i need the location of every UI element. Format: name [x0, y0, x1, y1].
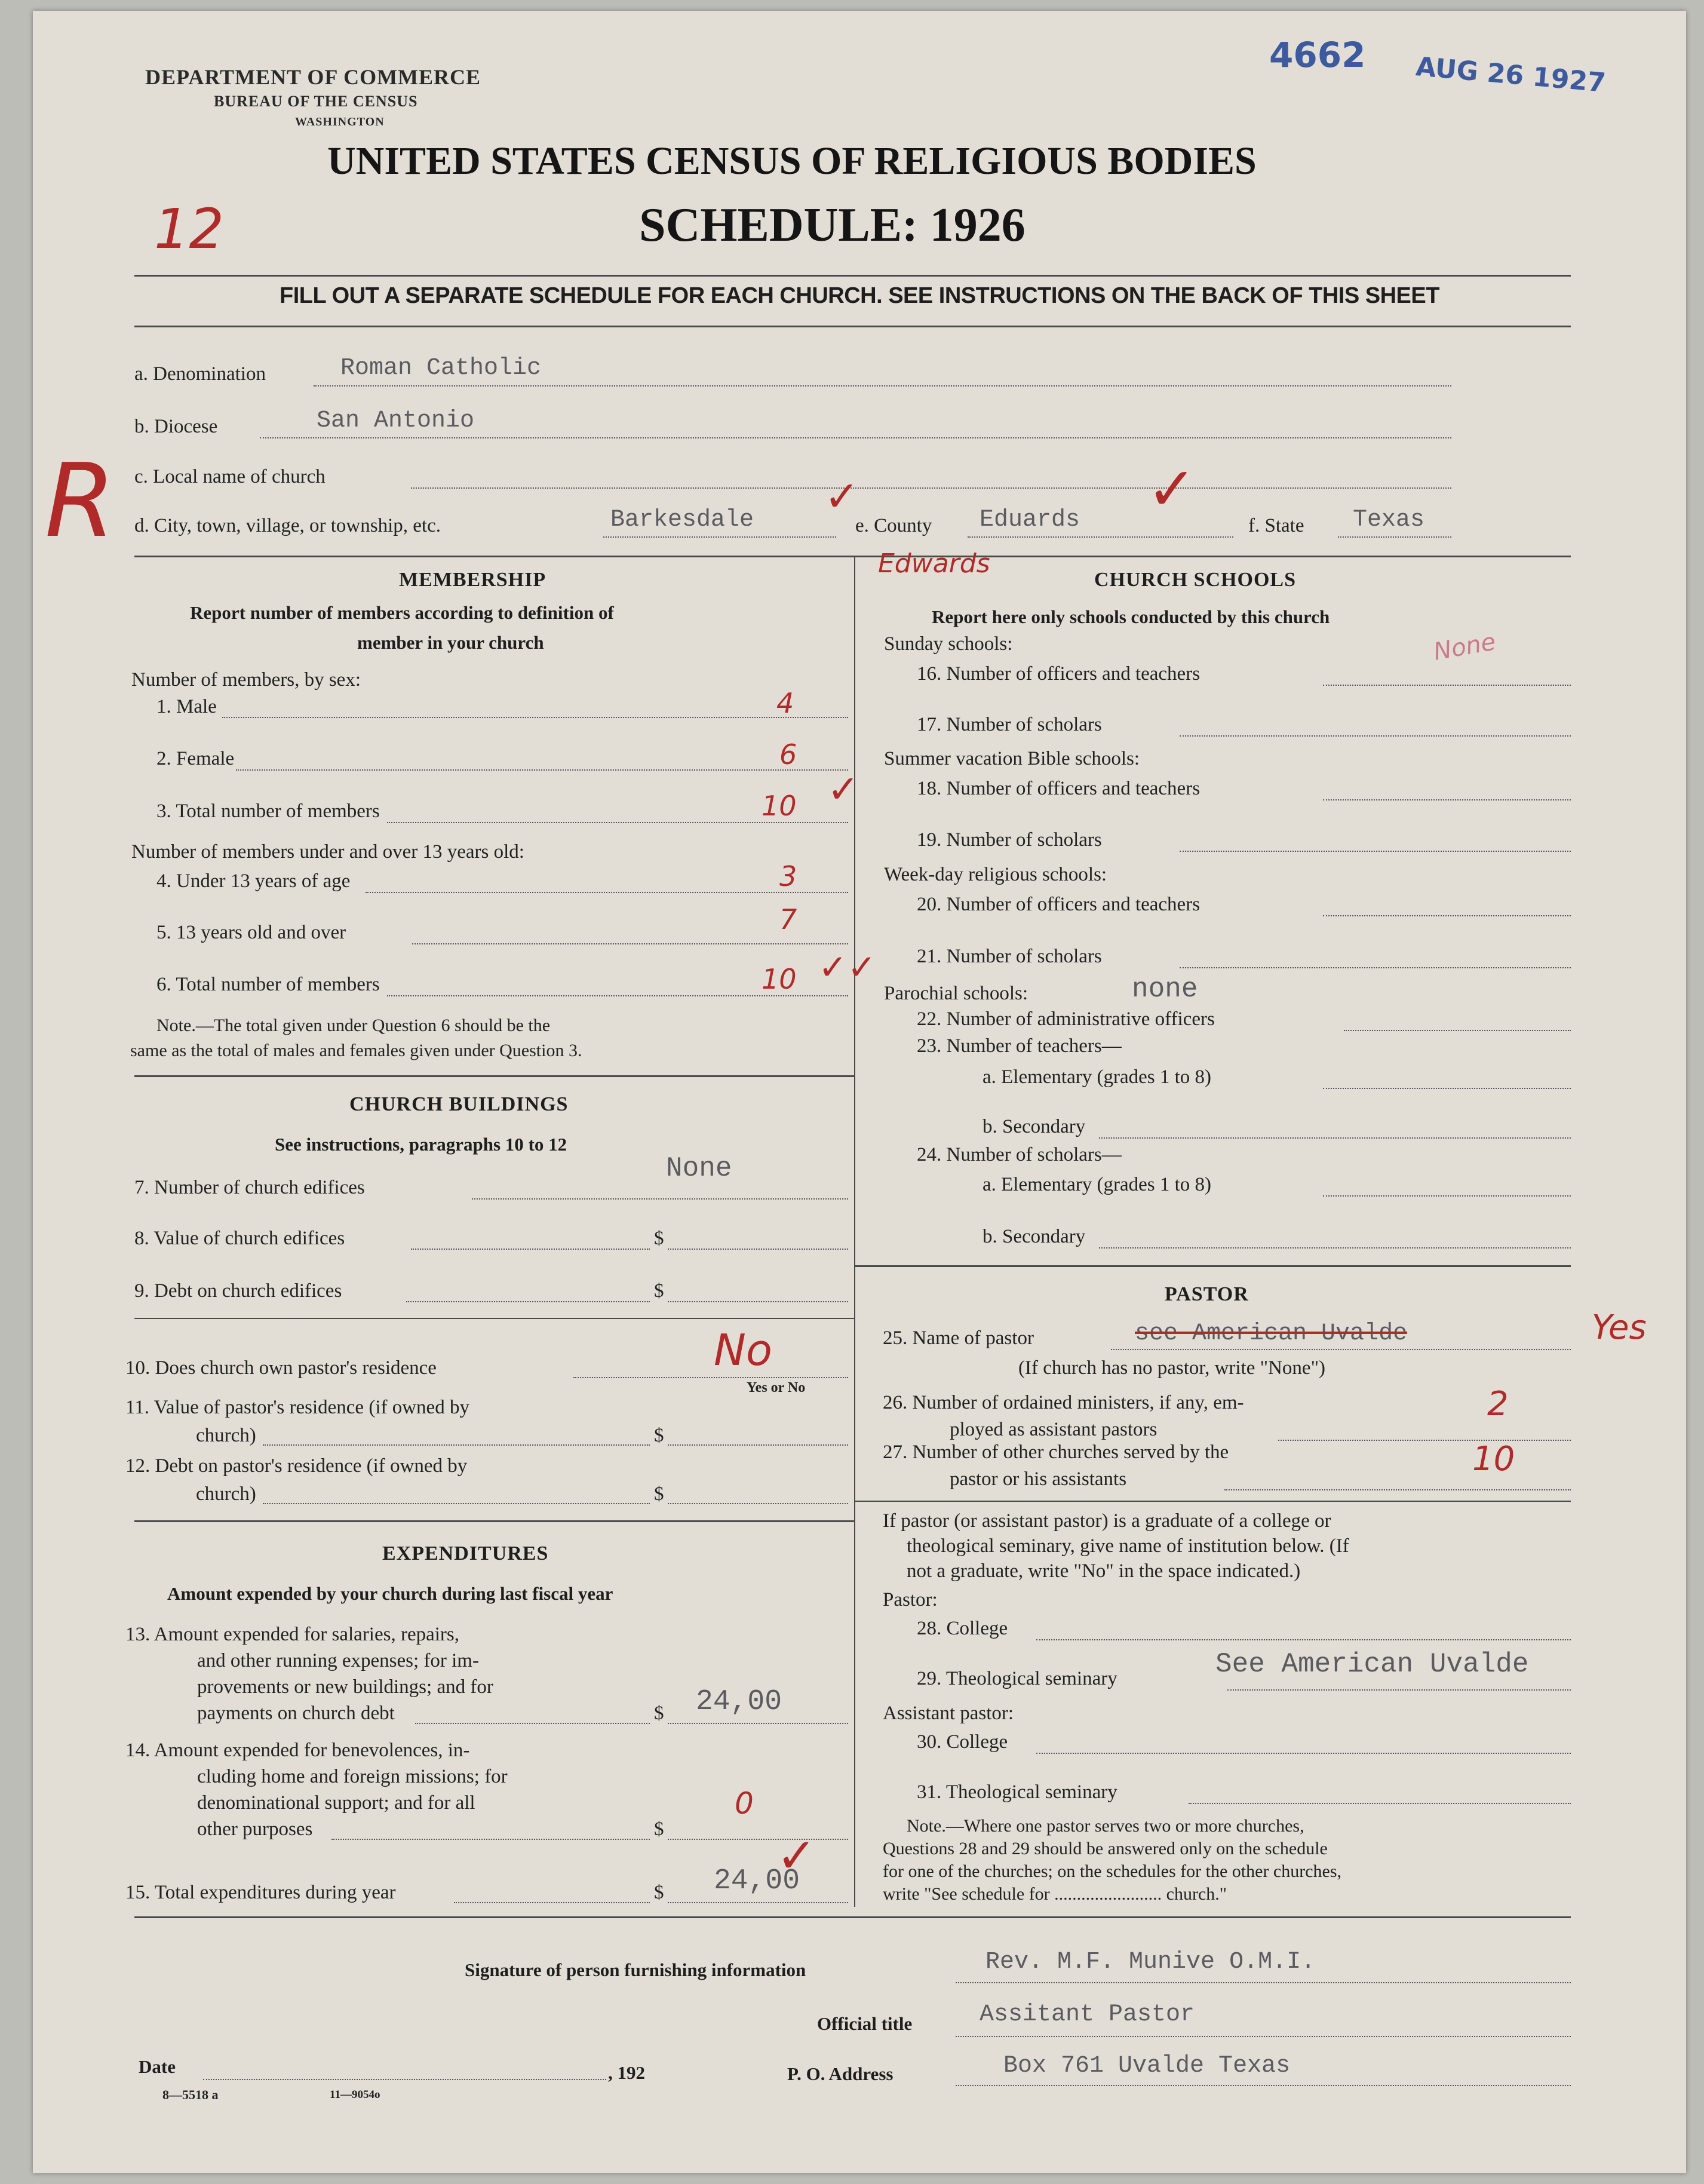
graduate-instruction-2: theological seminary, give name of institution below. (If	[907, 1535, 1349, 1557]
county-value[interactable]: Eduards	[980, 507, 1080, 533]
q25-hint: (If church has no pastor, write "None")	[1018, 1357, 1326, 1379]
q26-value[interactable]: 2	[1487, 1385, 1509, 1424]
q23a-field[interactable]	[1323, 1088, 1571, 1089]
q20-label: 20. Number of officers and teachers	[917, 894, 1201, 915]
q24b-field[interactable]	[1099, 1247, 1571, 1249]
q14-value[interactable]: 0	[735, 1786, 754, 1821]
checkmark-icon: ✓	[776, 1828, 817, 1884]
q29-line	[1227, 1689, 1571, 1691]
q25-handwritten-mark: Yes	[1592, 1308, 1647, 1347]
q2-line	[236, 769, 848, 771]
handwritten-letter: R	[45, 442, 116, 560]
q11-label-2: church)	[196, 1425, 256, 1446]
q30-field[interactable]	[1036, 1753, 1571, 1754]
signature-label: Signature of person furnishing information	[465, 1959, 806, 1980]
checkmark-icon: ✓	[827, 768, 859, 812]
city-line	[603, 536, 836, 538]
q27-value[interactable]: 10	[1472, 1440, 1515, 1479]
county-line	[968, 536, 1233, 538]
q18-field[interactable]	[1323, 799, 1571, 800]
q14-label-3: denominational support; and for all	[197, 1792, 475, 1814]
q1-line	[222, 717, 848, 718]
q16-label: 16. Number of officers and teachers	[917, 663, 1201, 685]
q15-field-line	[668, 1902, 848, 1903]
denomination-line	[314, 385, 1451, 387]
members-by-sex-label: Number of members, by sex:	[131, 669, 361, 691]
q13-line	[415, 1723, 650, 1724]
double-checkmark-icon: ✓✓	[818, 947, 877, 987]
q3-label: 3. Total number of members	[156, 800, 380, 822]
q10-hint: Yes or No	[747, 1380, 806, 1395]
q25-line	[1111, 1349, 1571, 1350]
membership-heading: MEMBERSHIP	[399, 569, 546, 591]
q23b-label: b. Secondary	[983, 1116, 1086, 1137]
q13-label: 13. Amount expended for salaries, repairs,	[125, 1624, 460, 1645]
q13-label-4: payments on church debt	[197, 1703, 395, 1724]
q4-label: 4. Under 13 years of age	[156, 870, 351, 892]
received-stamp-number: 4662	[1269, 35, 1366, 75]
schools-intro: Report here only schools conducted by this church	[932, 606, 1330, 627]
signature-value[interactable]: Rev. M.F. Munive O.M.I.	[985, 1949, 1316, 1976]
q19-field[interactable]	[1180, 851, 1571, 852]
q23b-field[interactable]	[1099, 1137, 1571, 1139]
checkmark-icon: ✓	[1147, 454, 1197, 524]
q25-label: 25. Name of pastor	[883, 1327, 1034, 1349]
q12-label-2: church)	[196, 1483, 256, 1505]
signature-line	[956, 1982, 1571, 1983]
parochial-schools-label: Parochial schools:	[884, 983, 1028, 1004]
q30-label: 30. College	[917, 1731, 1008, 1753]
q23-label: 23. Number of teachers—	[917, 1035, 1122, 1057]
q5-line	[412, 943, 848, 944]
graduate-instruction-3: not a graduate, write "No" in the space indicated.)	[907, 1560, 1301, 1582]
q13-dollar: $	[654, 1703, 664, 1724]
city-label: d. City, town, village, or township, etc.	[134, 515, 441, 536]
q26-label: 26. Number of ordained ministers, if any, em-	[883, 1392, 1244, 1413]
pastor-note-3: for one of the churches; on the schedules for the other churches,	[883, 1861, 1342, 1881]
q13-field-line	[668, 1723, 848, 1724]
q15-dollar: $	[654, 1882, 664, 1903]
q12-field[interactable]	[668, 1503, 848, 1504]
q12-label: 12. Debt on pastor's residence (if owned by	[125, 1455, 468, 1477]
q9-field[interactable]	[668, 1301, 848, 1302]
print-number: 11—9054o	[330, 2088, 380, 2101]
q21-field[interactable]	[1180, 967, 1571, 968]
membership-intro: Report number of members according to definition of	[190, 602, 614, 623]
local-name-line	[411, 487, 1451, 489]
buildings-heading: CHURCH BUILDINGS	[349, 1093, 569, 1115]
census-schedule-paper	[33, 11, 1686, 2173]
q8-line	[411, 1249, 650, 1250]
state-line	[1338, 536, 1451, 538]
q27-label-2: pastor or his assistants	[950, 1468, 1127, 1490]
q13-label-2: and other running expenses; for im-	[197, 1650, 479, 1671]
column-divider	[854, 557, 855, 1907]
q5-value[interactable]: 7	[779, 903, 797, 935]
q8-label: 8. Value of church edifices	[134, 1228, 345, 1249]
separate-schedule-instruction: FILL OUT A SEPARATE SCHEDULE FOR EACH CHURCH. SEE INSTRUCTIONS ON THE BACK OF THIS SHEET	[280, 283, 1439, 308]
po-address-label: P. O. Address	[787, 2063, 894, 2084]
bureau-name: BUREAU OF THE CENSUS	[214, 93, 418, 110]
date-field[interactable]	[203, 2079, 606, 2080]
state-value[interactable]: Texas	[1353, 507, 1425, 533]
q16-value[interactable]: None	[1431, 628, 1498, 666]
q15-line	[454, 1902, 650, 1903]
parochial-value[interactable]: none	[1132, 974, 1198, 1005]
po-address-line	[956, 2085, 1571, 2086]
bureau-city: WASHINGTON	[295, 115, 385, 128]
q26-line	[1278, 1440, 1571, 1441]
q27-label: 27. Number of other churches served by the	[883, 1441, 1229, 1463]
q24-label: 24. Number of scholars—	[917, 1144, 1122, 1165]
form-number: 8—5518 a	[162, 2087, 219, 2102]
q15-label: 15. Total expenditures during year	[125, 1882, 396, 1903]
q25-value[interactable]: see American Uvalde	[1135, 1320, 1408, 1347]
weekday-schools-label: Week-day religious schools:	[884, 864, 1107, 885]
q23a-label: a. Elementary (grades 1 to 8)	[983, 1066, 1212, 1088]
header-rule-top	[134, 275, 1571, 277]
official-title-value[interactable]: Assitant Pastor	[980, 2001, 1195, 2028]
schools-heading: CHURCH SCHOOLS	[1094, 569, 1296, 591]
q28-field[interactable]	[1036, 1639, 1571, 1640]
q17-field[interactable]	[1180, 735, 1571, 737]
diocese-value[interactable]: San Antonio	[317, 407, 475, 434]
expenditures-intro: Amount expended by your church during last fiscal year	[167, 1583, 613, 1604]
q11-label: 11. Value of pastor's residence (if owned by	[125, 1397, 469, 1418]
q2-label: 2. Female	[156, 748, 235, 769]
q10-label: 10. Does church own pastor's residence	[125, 1357, 437, 1379]
q8-dollar: $	[654, 1228, 664, 1249]
q28-label: 28. College	[917, 1618, 1008, 1639]
q1-value[interactable]: 4	[776, 687, 794, 719]
q24b-label: b. Secondary	[983, 1226, 1086, 1247]
q10-line	[573, 1377, 848, 1378]
official-title-label: Official title	[817, 2013, 913, 2034]
pastor-note-4: write "See schedule for ........................ church."	[883, 1884, 1227, 1904]
membership-intro-2: member in your church	[357, 632, 544, 653]
q13-value[interactable]: 24,00	[696, 1686, 782, 1718]
q26-label-2: ployed as assistant pastors	[950, 1419, 1158, 1440]
q6-label: 6. Total number of members	[156, 974, 380, 995]
form-subtitle: SCHEDULE: 1926	[639, 199, 1026, 251]
pastor-heading: PASTOR	[1165, 1283, 1249, 1305]
q15-value[interactable]: 24,00	[714, 1865, 800, 1897]
q24a-label: a. Elementary (grades 1 to 8)	[983, 1174, 1212, 1195]
q14-label-2: cluding home and foreign missions; for	[197, 1766, 508, 1787]
q12-line	[263, 1503, 650, 1504]
denomination-label: a. Denomination	[134, 363, 266, 385]
graduate-instruction: If pastor (or assistant pastor) is a graduate of a college or	[883, 1510, 1331, 1532]
date-year-suffix: , 192	[608, 2062, 645, 2083]
footer-rule	[134, 1916, 1571, 1918]
expenditures-heading: EXPENDITURES	[382, 1542, 549, 1565]
assistant-pastor-label: Assistant pastor:	[883, 1703, 1014, 1724]
pastor-rule	[855, 1501, 1571, 1502]
q16-line	[1323, 685, 1571, 686]
q13-label-3: provements or new buildings; and for	[197, 1676, 493, 1698]
diocese-line	[260, 437, 1451, 438]
q24a-field[interactable]	[1323, 1195, 1571, 1197]
q9-label: 9. Debt on church edifices	[134, 1280, 342, 1302]
city-value[interactable]: Barkesdale	[610, 507, 754, 533]
q1-label: 1. Male	[156, 696, 217, 717]
q5-label: 5. 13 years old and over	[156, 922, 346, 943]
q10-value[interactable]: No	[714, 1325, 772, 1375]
state-label: f. State	[1248, 515, 1304, 536]
q8-field[interactable]	[668, 1249, 848, 1250]
q9-dollar: $	[654, 1280, 664, 1302]
q12-dollar: $	[654, 1483, 664, 1505]
q14-line	[331, 1839, 650, 1840]
membership-note-2: same as the total of males and females given under Question 3.	[130, 1041, 582, 1060]
header-rule-bottom	[134, 326, 1571, 327]
sunday-schools-label: Sunday schools:	[884, 633, 1013, 655]
received-stamp-date: AUG 26 1927	[1414, 51, 1607, 99]
q21-label: 21. Number of scholars	[917, 946, 1102, 967]
q31-field[interactable]	[1189, 1803, 1571, 1804]
buildings-intro: See instructions, paragraphs 10 to 12	[275, 1134, 567, 1155]
checkmark-icon: ✓	[824, 472, 859, 521]
q7-value[interactable]: None	[666, 1153, 732, 1184]
q14-field-line	[668, 1839, 848, 1840]
local-name-label: c. Local name of church	[134, 466, 326, 487]
q22-label: 22. Number of administrative officers	[917, 1008, 1215, 1030]
schools-rule	[855, 1265, 1571, 1267]
pastor-sub-label: Pastor:	[883, 1589, 938, 1611]
date-label: Date	[139, 2056, 176, 2077]
q17-label: 17. Number of scholars	[917, 714, 1102, 735]
q4-value[interactable]: 3	[779, 860, 797, 892]
q19-label: 19. Number of scholars	[917, 829, 1102, 851]
pastor-note-2: Questions 28 and 29 should be answered only on the schedule	[883, 1839, 1328, 1858]
q11-line	[263, 1444, 650, 1446]
summer-schools-label: Summer vacation Bible schools:	[884, 748, 1140, 769]
q11-field[interactable]	[668, 1444, 848, 1446]
q4-line	[366, 892, 848, 893]
q29-label: 29. Theological seminary	[917, 1668, 1117, 1689]
q6-value[interactable]: 10	[762, 963, 797, 995]
q7-line	[472, 1198, 848, 1200]
q6-line	[387, 995, 848, 996]
q18-label: 18. Number of officers and teachers	[917, 778, 1201, 799]
q7-label: 7. Number of church edifices	[134, 1177, 365, 1198]
handwritten-number: 12	[154, 197, 225, 261]
pastor-note: Note.—Where one pastor serves two or more churches,	[907, 1816, 1304, 1836]
members-by-age-label: Number of members under and over 13 years old:	[131, 841, 524, 863]
q3-value[interactable]: 10	[762, 790, 797, 822]
department-name: DEPARTMENT OF COMMERCE	[145, 65, 481, 89]
q3-line	[387, 822, 848, 823]
q14-label: 14. Amount expended for benevolences, in-	[125, 1740, 470, 1761]
membership-note: Note.—The total given under Question 6 should be the	[156, 1016, 551, 1035]
membership-rule	[134, 1075, 854, 1077]
q9-line	[406, 1301, 650, 1302]
section-rule	[134, 556, 1571, 557]
q20-field[interactable]	[1323, 915, 1571, 916]
buildings-rule	[134, 1318, 854, 1319]
q29-value[interactable]: See American Uvalde	[1215, 1649, 1529, 1680]
official-title-line	[956, 2036, 1571, 2037]
q31-label: 31. Theological seminary	[917, 1781, 1117, 1803]
q27-line	[1224, 1489, 1571, 1490]
q14-dollar: $	[654, 1818, 664, 1840]
q22-field[interactable]	[1344, 1030, 1571, 1031]
form-title: UNITED STATES CENSUS OF RELIGIOUS BODIES	[327, 139, 1257, 183]
county-label: e. County	[855, 515, 932, 536]
q2-value[interactable]: 6	[779, 738, 797, 771]
expenditures-rule	[134, 1520, 854, 1522]
q11-dollar: $	[654, 1425, 664, 1446]
denomination-value[interactable]: Roman Catholic	[340, 355, 542, 382]
q14-label-4: other purposes	[197, 1818, 313, 1840]
po-address-value[interactable]: Box 761 Uvalde Texas	[1003, 2053, 1291, 2079]
county-handwritten-note: Edwards	[878, 548, 990, 579]
diocese-label: b. Diocese	[134, 416, 218, 437]
